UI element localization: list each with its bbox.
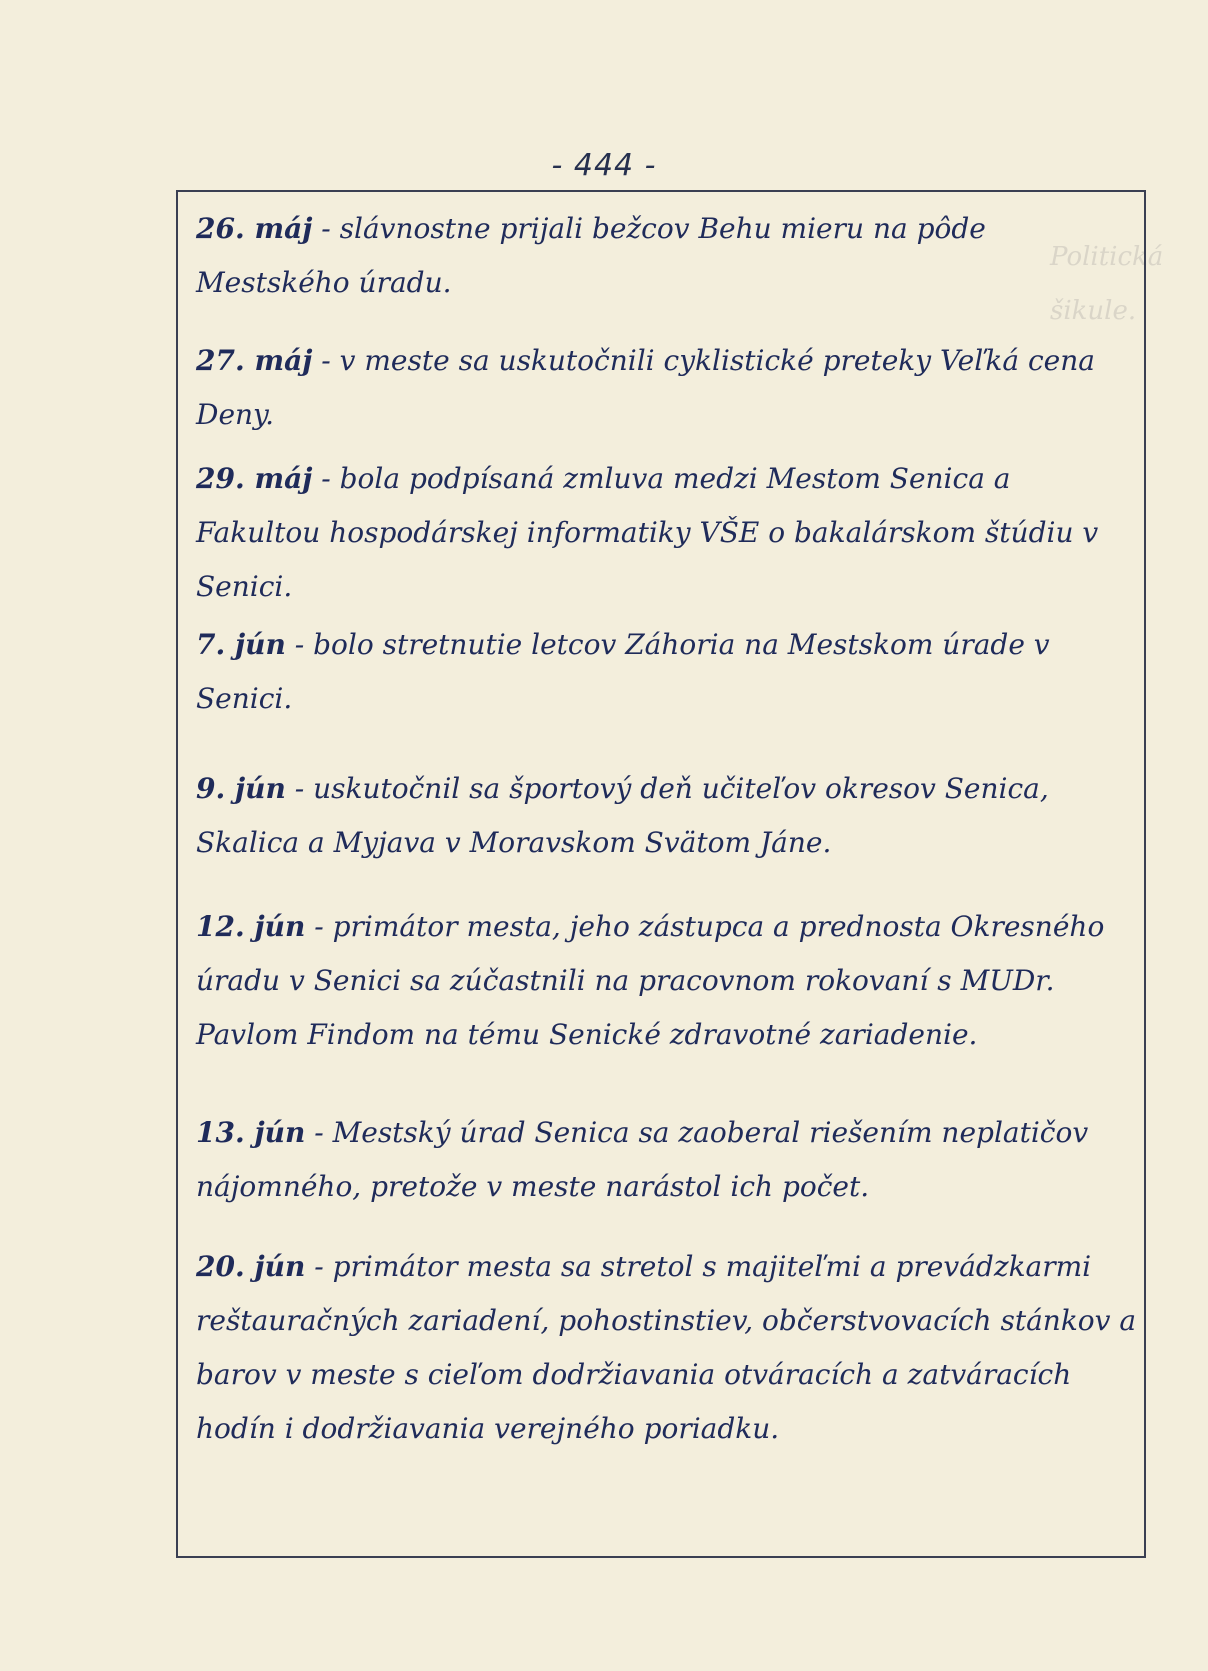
entry-date: 9. jún (196, 772, 286, 805)
diary-entry-2 (196, 334, 1141, 442)
show-through-text: Politická šikule. (1050, 242, 1164, 326)
entry-text: - slávnostne prijali bežcov Behu mieru na pôde Mestského úradu. (196, 212, 986, 299)
entry-date: 13. jún (196, 1116, 306, 1149)
entry-text: - uskutočnil sa športový deň učiteľov okresov Senica, Skalica a Myjava v Moravskom Svätom Jáne. (196, 772, 1049, 859)
entry-text: - primátor mesta sa stretol s majiteľmi a prevádzkarmi reštauračných zariadení, pohostinstiev, občerstvovacích stánkov a barov v meste s cieľom dodržiavania otváracích a zatváracích hodín i dodržiavania verejného poriadku. (196, 1250, 1137, 1445)
entry-text: - bola podpísaná zmluva medzi Mestom Senica a Fakultou hospodárskej informatiky VŠE o bakalárskom štúdiu v Senici. (196, 462, 1099, 603)
diary-entry-1 (196, 202, 1141, 310)
diary-entry-3 (196, 452, 1141, 614)
diary-entry-5 (196, 762, 1141, 870)
entry-text: - v meste sa uskutočnili cyklistické preteky Veľká cena Deny. (196, 344, 1095, 431)
entry-date: 7. jún (196, 628, 286, 661)
diary-entry-6 (196, 900, 1141, 1062)
entry-text: - primátor mesta, jeho zástupca a prednosta Okresného úradu v Senici sa zúčastnili na pracovnom rokovaní s MUDr. Pavlom Findom na tému Senické zdravotné zariadenie. (196, 910, 1105, 1051)
page-number: - 444 - (551, 148, 657, 183)
entry-text: - bolo stretnutie letcov Záhoria na Mestskom úrade v Senici. (196, 628, 1050, 715)
entry-date: 20. jún (196, 1250, 306, 1283)
diary-entry-4 (196, 618, 1141, 726)
entry-date: 29. máj (196, 462, 313, 495)
diary-entry-8 (196, 1240, 1141, 1456)
entry-text: - Mestský úrad Senica sa zaoberal riešením neplatičov nájomného, pretože v meste narástol ich počet. (196, 1116, 1089, 1203)
entry-date: 26. máj (196, 212, 313, 245)
entry-date: 27. máj (196, 344, 313, 377)
diary-entry-7 (196, 1106, 1141, 1214)
entry-date: 12. jún (196, 910, 306, 943)
